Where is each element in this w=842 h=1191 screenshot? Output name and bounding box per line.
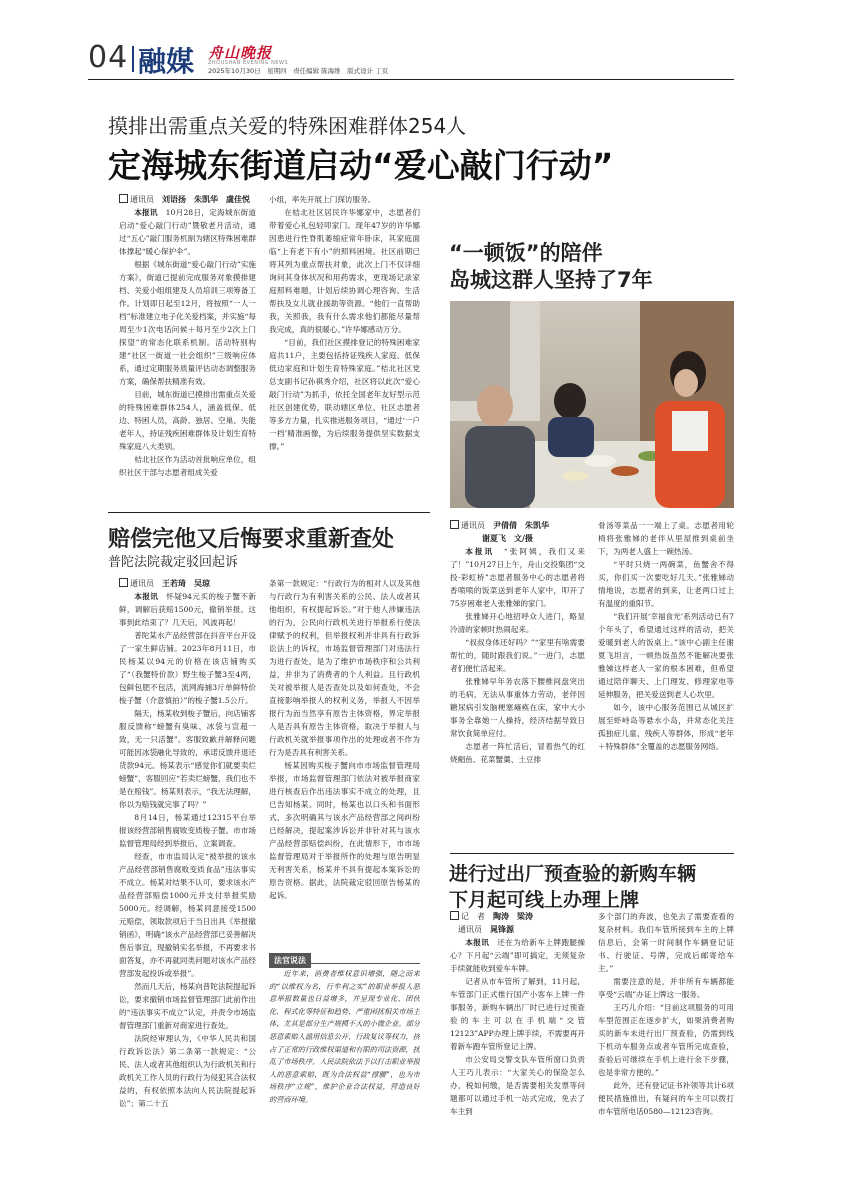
- masthead-divider: [132, 46, 134, 72]
- law-box-text: 近年来，消费者维权意识增强，随之而来的“以维权为名，行牟利之实”的职业举报人恶意举报数量也日益增多，并呈现专业化、团伙化、程式化等特征和趋势，严重困扰相关市场主体，尤其是部分生产规模不大的小微企业。部分恶意索赔人滥用信息公开、行政复议等权力，挤占了正常的行政维权渠道和有限的司法资源，扰乱了市场秩序。人民法院依法予以打击职业举报人的恶意索赔，既为合法权益“撑腰”，也为市场秩序“立规”，维护企业合法权益，营造良好的营商环境。: [269, 969, 420, 1104]
- story2-paragraph: “平时只烧一两碗菜，鱼蟹舍不得买，你们买一次要吃好几天。”张雅娣动情地说，志愿者的到来，让老两口过上有温度的重阳节。: [598, 560, 734, 608]
- story4-paragraph: 记者从市车管所了解到，11月起，车管部门正式推行国产小客车上牌一件事服务，新购车辆出厂时已进行过预查验的车主可以在手机端“交管12123”APP办理上牌手续，不需要再开着新车跑车管所登记上牌。: [450, 977, 585, 1051]
- story1-byline: 通讯员 刘语扬 朱凯华 虞佳悦: [119, 193, 256, 206]
- story2-column-2: [598, 519, 734, 849]
- story1-column-1: [119, 193, 256, 507]
- story4-column-2: [598, 910, 734, 1130]
- story2-column-1: [450, 519, 585, 849]
- section-name: 融媒: [138, 45, 195, 78]
- story3-paragraph: 隔天，杨某收到梭子蟹后，向店铺客服反馈称“螃蟹有臭味、冰袋与宣超一致，无一只活蟹”。客服致歉并解释问题可能因冰袋融化导致的，承诺反馈并退还货款94元。杨某表示“感觉你们就要卖烂螃蟹”，客服回应“若卖烂螃蟹，我们也不是在赔钱”。杨某则表示，“我无法理解，你以为赔钱就完事了吗？”: [119, 709, 256, 809]
- masthead-rule: [88, 79, 734, 80]
- story2-paragraph: “叔叔身体还好吗？”“家里有啥需要帮忙的，随时跟我们说。”一进门，志愿者们便忙活起来。: [450, 638, 585, 673]
- story3-paragraph: 条第一款规定：“行政行为的相对人以及其他与行政行为有利害关系的公民、法人或者其他组织，有权提起诉讼。”对于他人涉嫌违法的行为，公民向行政机关进行举报系行使法律赋予的权利，但举报权利并非具有行政诉讼法上的诉权，市场监督管理部门对违法行为进行查处，是为了维护市场秩序和公共利益，并非为了消费者的个人利益。且行政机关对被举报人是否查处以及如何查处，不会直接影响举报人的权利义务，举报人不因举报行为而当然享有原告主体资格，界定举报人是否具有原告主体资格，取决于举报人与行政机关就举报事项作出的处理或者不作为行为是否具有利害关系。: [269, 579, 420, 757]
- story2-photo: [450, 301, 734, 508]
- story1-paragraph: 本报讯 10月28日，定海城东街道启动“爱心敲门行动”暨敬老月活动，通过“五心”敲门服务机制为辖区特殊困难群体撑起“暖心保护伞”。: [119, 208, 256, 256]
- story4-paragraph: 需要注意的是，并非所有车辆都能享受“云端”办证上牌这一服务。: [598, 977, 734, 999]
- story2-paragraph: “我们开展‘幸福食光’系列活动已有7个年头了，希望通过这样的活动，把关爱暖到老人的饭桌上。”该中心副主任谢夏飞坦言，一顿热饭虽然不能解决要张雅娣这样老人一家的根本困难，但希望通过陪伴聊天、上门理发、修理家电等延伸服务，把关爱送到老人心坎里。: [598, 612, 734, 699]
- story2-headline-line1: “一顿饭”的陪伴: [449, 241, 603, 265]
- story2-byline: 通讯员 尹倩倩 朱凯华 谢夏飞 文/摄: [450, 519, 585, 545]
- byline-box-icon: [450, 911, 459, 920]
- story1-paragraph: 桔北社区作为活动首批响应单位，组织社区干部与志愿者组成关爱: [119, 455, 256, 477]
- story1-paragraph: 小组，率先开展上门探访服务。: [269, 195, 376, 204]
- story1-column-2: [269, 193, 420, 507]
- story1-headline: 定海城东街道启动“爱心敲门行动”: [108, 146, 614, 185]
- story2-photo-illustration: [450, 301, 734, 508]
- paper-english-name: ZHOUSHAN EVENING NEWS: [208, 60, 289, 66]
- story3-subhead: 普陀法院裁定驳回起诉: [108, 555, 239, 570]
- byline-box-icon: [119, 578, 128, 587]
- story3-column-1: [119, 577, 256, 1127]
- story2-paragraph: 如今，该中心服务范围已从城区扩展至虾峙岛等悬水小岛，并常态化关注孤独症儿童、残疾人等群体，形成“老年＋特殊群体”全覆盖的志愿服务网络。: [598, 703, 734, 751]
- story4-paragraph: 市公安局交警支队车管所窗口负责人王巧儿表示：“大家关心的保险怎么办，税如何缴，是否需要相关发票等问题都可以通过手机一站式完成，免去了车主到: [450, 1055, 585, 1116]
- byline-box-icon: [450, 520, 459, 529]
- story3-paragraph: 杨某因购买梭子蟹向市市场监督管理局举报，市场监督管理部门依法对被举报商家进行核查后作出违法事实不成立的处理，且已告知杨某。同时，杨某也以口头和书面形式，多次明确其与该水产品经营部之间纠纷已经解决，提起案涉诉讼并非针对其与该水产品经营部赔偿纠纷，在此情形下，市市场监督管理局对于举报所作的处理与原告明显无利害关系，杨某并不具有提起本案诉讼的原告资格。据此，法院裁定驳回原告杨某的起诉。: [269, 761, 420, 900]
- story2-paragraph: 张雅娣开心地招呼众人进门，略显冷清的家顿时热闹起来。: [450, 612, 585, 634]
- story4-headline-line2: 下月起可线上办理上牌: [449, 889, 640, 911]
- law-box-title-bar: [269, 948, 420, 964]
- story1-paragraph: 根据《城东街道“爱心敲门行动”实施方案》，街道已提前完成服务对象摸排建档、关爱小组组建及人员培训三项筹备工作。计划即日起至12月，将按照“一人一档”标准建立电子化关爱档案，并实施“每周至少1次电话问候＋每月至少2次上门探望”的常态化联系机制。活动特别构建“社区一街道一社会组织”三级响应体系，通过定期服务质量评估动态调整服务方案，确保帮扶精准有效。: [119, 260, 256, 386]
- story3-column-2: [269, 577, 420, 943]
- story3-paragraph: 法院经审理认为，《中华人民共和国行政诉讼法》第二条第一款规定：“公民、法人或者其他组织认为行政机关和行政机关工作人员的行政行为侵犯其合法权益的，有权依照本法向人民法院提起诉讼”；第二十五: [119, 1034, 256, 1108]
- story1-paragraph: 在桔北社区居民许华娜家中，志愿者们带着爱心礼包轻叩家门。现年47岁的许华娜因患进行性脊肌萎缩症常年卧床，其家庭面临“上有老下有小”的照料困境。社区前期已将其列为重点帮扶对象，此次上门不仅详细询问其身体状况和用药需求，更现场记录家庭照料难题，计划后续协调心理咨询、生活帮扶及女儿就业援助等资源。“他们一直帮助我，关照我，我有什么需求他们都能尽量帮我完成，真的很暖心。”许华娜感动万分。: [269, 208, 420, 334]
- story2-paragraph: 本报讯 “张阿姨，我们又来了！”10月27日上午，舟山交投集团“交投·彩虹桥”志愿者服务中心的志愿者将香喷喷的饭菜送到老年人家中，叩开了75岁困难老人张雅娣的家门。: [450, 547, 585, 608]
- page-number: 04: [88, 40, 129, 75]
- story4-paragraph: 多个部门的奔波，也免去了需要查看的复杂材料。我们车管所接到车主的上牌信息后，会第一时间制作车辆登记证书、行驶证、号牌，完成后邮寄给车主。”: [598, 912, 734, 973]
- section-divider: [108, 512, 430, 513]
- story4-paragraph: 本报讯 还在为给新车上牌跑腿操心？下月起“云端”即可搞定，无须复杂手续就能收到爱车车牌。: [450, 938, 585, 973]
- story4-headline-line1: 进行过出厂预查验的新购车辆: [449, 863, 697, 885]
- story2-paragraph: 志愿者一阵忙活后，冒着热气的红烧鲳鱼、花菜蟹羹、土豆排: [450, 742, 585, 764]
- story3-paragraph: 8月14日，杨某通过12315平台举报该经营部销售腐败变质梭子蟹。市市场监督管理局经到举报后，立案调查。: [119, 813, 256, 848]
- story2-paragraph: 张雅娣早年务农落下腰椎间盘突出的毛病，无法从事重体力劳动，老伴因糖尿病引发脑梗塞瘫痪在床，家中大小事务全靠她一人操持，经济结据导致日常饮食简单应付。: [450, 677, 585, 738]
- story3-headline: 赔偿完他又后悔要求重新查处: [108, 527, 395, 552]
- byline-box-icon: [119, 194, 128, 203]
- story3-paragraph: 经查，市市监局认定“被举报的该水产品经营部销售腐败变质食品”违法事实不成立。杨某对结果不认可，要求该水产品经营部赔偿1000元并支付举报奖励5000元。经调解，杨某同意接受1500元赔偿，领取款项后于当日出具《举报撤销函》，明确“该水产品经营部已妥善解决售后事宜，现撤销实名举报，不再要求书面答复，亦不再就同类问题对该水产品经营部发起投诉或举报”。: [119, 852, 256, 978]
- story4-column-1: [450, 910, 585, 1130]
- story4-paragraph: 此外，还有登记证书补领等共计6项便民措施推出，有疑问的车主可以拨打市车管所电话0580—12123咨询。: [598, 1081, 734, 1116]
- story4-byline: 记 者 陶涛 梁涛 通讯员 晁锋源: [450, 910, 585, 936]
- paper-logo: 舟山晚报: [208, 44, 273, 62]
- section-divider: [450, 853, 734, 854]
- story3-byline: 通讯员 王若琦 吴琼: [119, 577, 256, 590]
- story4-paragraph: 王巧儿介绍：“目前这项服务的可用车型范围正在逐步扩大，如果消费者购买的新车未进行出厂预查验，仍需到线下机动车服务点或者车管所完成查验，查验后可继续在手机上进行余下步骤，也是非常方便的。”: [598, 1003, 734, 1077]
- story1-paragraph: “目前，我们社区摸排登记的特殊困难家庭共11户，主要包括持证残疾人家庭、低保低边家庭和计划生育特殊家庭。”桔北社区党总支副书记孙祺秀介绍，社区将以此次“爱心敲门行动”为抓手，依托全国老年友好型示范社区创建优势，联动辖区单位、社区志愿者等多方力量，扎实推进服务项目，“通过‘一户一档’精准画像，为后续服务提供坚实数据支撑。”: [269, 338, 420, 451]
- story2-headline-line2: 岛城这群人坚持了7年: [449, 268, 653, 292]
- story1-paragraph: 目前，城东街道已摸排出需重点关爱的特殊困难群体254人，涵盖低保、低边、特困人员，高龄、独居、空巢、失能老年人，持证残疾困难群体及计划生育特殊家庭八大类别。: [119, 390, 256, 451]
- story1-kicker: 摸排出需重点关爱的特殊困难群体254人: [108, 114, 467, 138]
- masthead-info: 2025年10月30日 星期四 责任编辑 陈海维 版式设计 丁页: [208, 67, 389, 75]
- story3-paragraph: 普陀某水产品经营部在抖音平台开设了一家生鲜店铺。2023年8月11日，市民杨某以94元的价格在该店铺购买了“（我蟹特价款）野生梭子蟹3至4两，包鲜包肥不包活，流网海捕3斤单鲜特价梭子蟹（介意慎拍）”的梭子蟹1.5公斤。: [119, 631, 256, 705]
- story3-paragraph: 本报讯 怀疑94元买的梭子蟹不新鲜，调解后获赔1500元，撤销举报。这事到此结束了？几天后，风波再起！: [119, 592, 256, 627]
- story3-paragraph: 然而几天后，杨某向普陀法院提起诉讼，要求撤销市场监督管理部门此前作出的“违法事实不成立”认定，并责令市场监督管理部门重新对商家进行查处。: [119, 982, 256, 1030]
- story2-paragraph: 骨汤等菜品一一端上了桌。志愿者用轮椅将张雅娣的老伴从里屋推到桌前坐下，为两老人盛上一碗热汤。: [598, 521, 734, 556]
- law-box-title: 法官说法: [269, 953, 311, 968]
